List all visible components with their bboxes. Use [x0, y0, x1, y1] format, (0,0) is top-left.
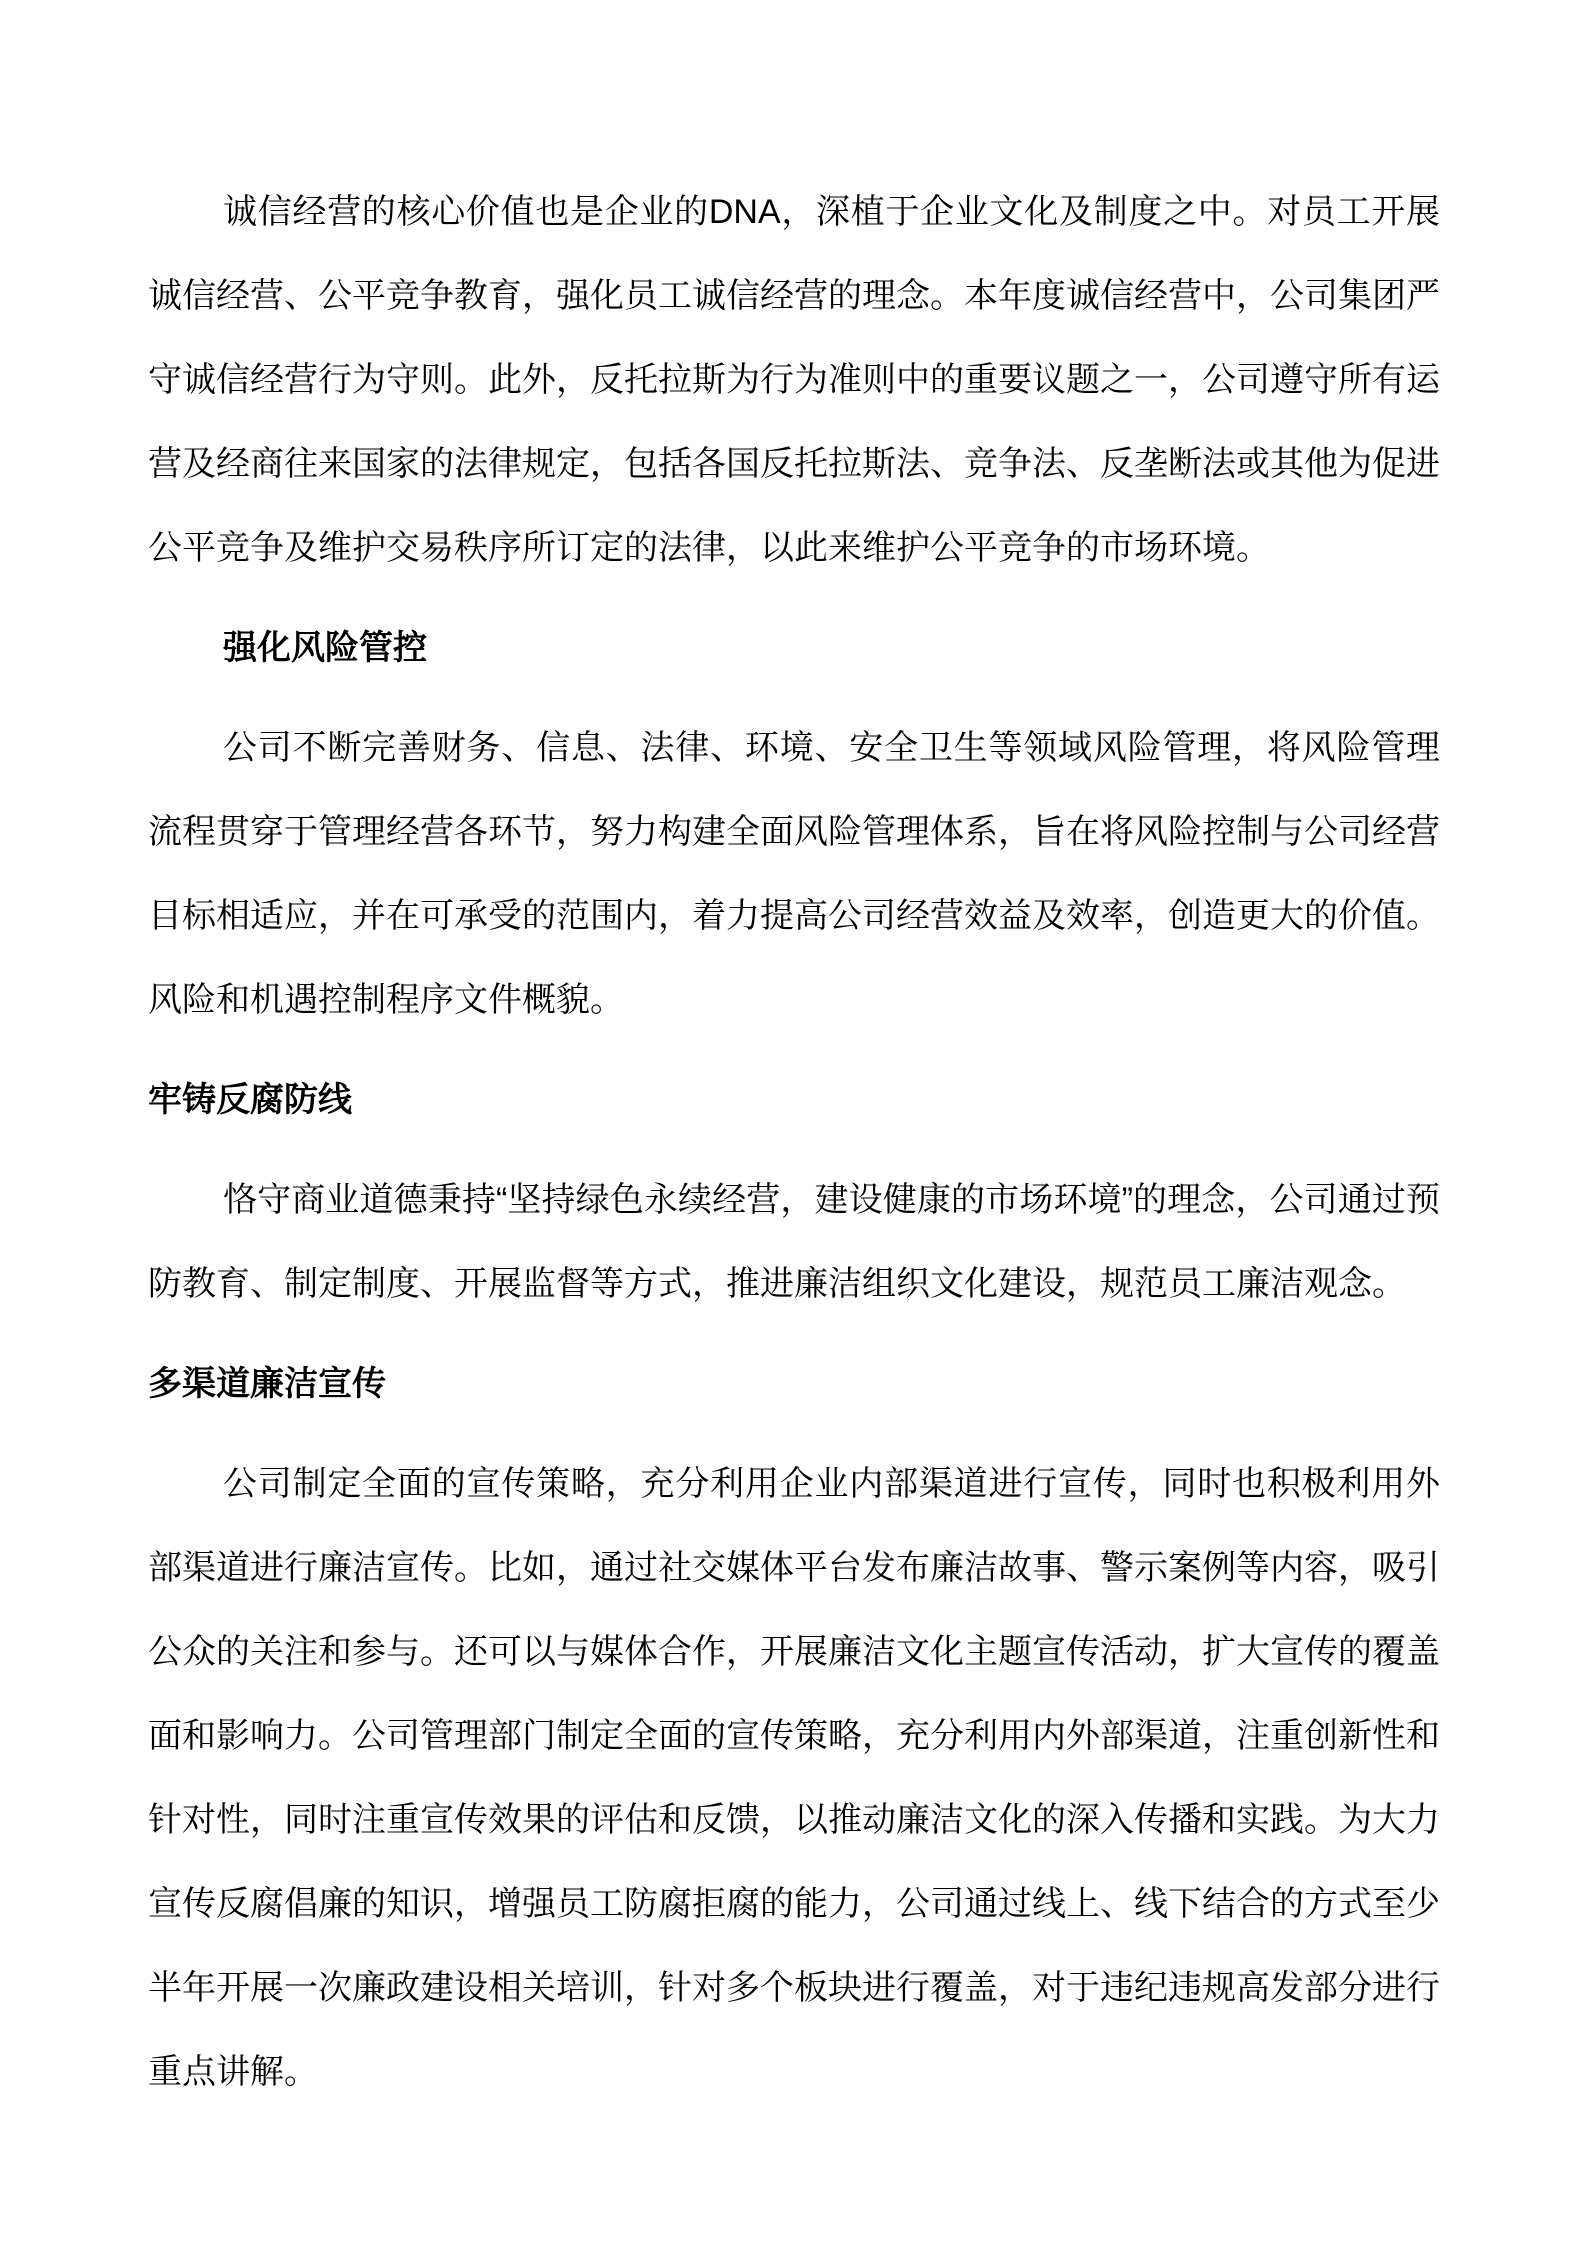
- paragraph-4: 公司制定全面的宣传策略，充分利用企业内部渠道进行宣传，同时也积极利用外部渠道进行廉洁宣传。比如，通过社交媒体平台发布廉洁故事、警示案例等内容，吸引公众的关注和参与。还可以与媒体合作，开展廉洁文化主题宣传活动，扩大宣传的覆盖面和影响力。公司管理部门制定全面的宣传策略，充分利用内外部渠道，注重创新性和针对性，同时注重宣传效果的评估和反馈，以推动廉洁文化的深入传播和实践。为大力宣传反腐倡廉的知识，增强员工防腐拒腐的能力，公司通过线上、线下结合的方式至少半年开展一次廉政建设相关培训，针对多个板块进行覆盖，对于违纪违规高发部分进行重点讲解。: [148, 1465, 1440, 2091]
- section-heading-3: 多渠道廉洁宣传: [148, 1365, 386, 1403]
- section-heading-2: 牢铸反腐防线: [148, 1081, 352, 1119]
- paragraph-2: 公司不断完善财务、信息、法律、环境、安全卫生等领域风险管理，将风险管理流程贯穿于管理经营各环节，努力构建全面风险管理体系，旨在将风险控制与公司经营目标相适应，并在可承受的范围内，着力提高公司经营效益及效率，创造更大的价值。风险和机遇控制程序文件概貌。: [148, 729, 1440, 1019]
- paragraph-3: 恪守商业道德秉持“坚持绿色永续经营，建设健康的市场环境”的理念，公司通过预防教育、制定制度、开展监督等方式，推进廉洁组织文化建设，规范员工廉洁观念。: [148, 1181, 1440, 1303]
- section-heading-1: 强化风险管控: [223, 629, 427, 667]
- document-content: [148, 170, 1440, 2130]
- paragraph-1: 诚信经营的核心价值也是企业的DNA，深植于企业文化及制度之中。对员工开展诚信经营、公平竞争教育，强化员工诚信经营的理念。本年度诚信经营中，公司集团严守诚信经营行为守则。此外，反托拉斯为行为准则中的重要议题之一，公司遵守所有运营及经商往来国家的法律规定，包括各国反托拉斯法、竞争法、反垄断法或其他为促进公平竞争及维护交易秩序所订定的法律，以此来维护公平竞争的市场环境。: [148, 193, 1440, 567]
